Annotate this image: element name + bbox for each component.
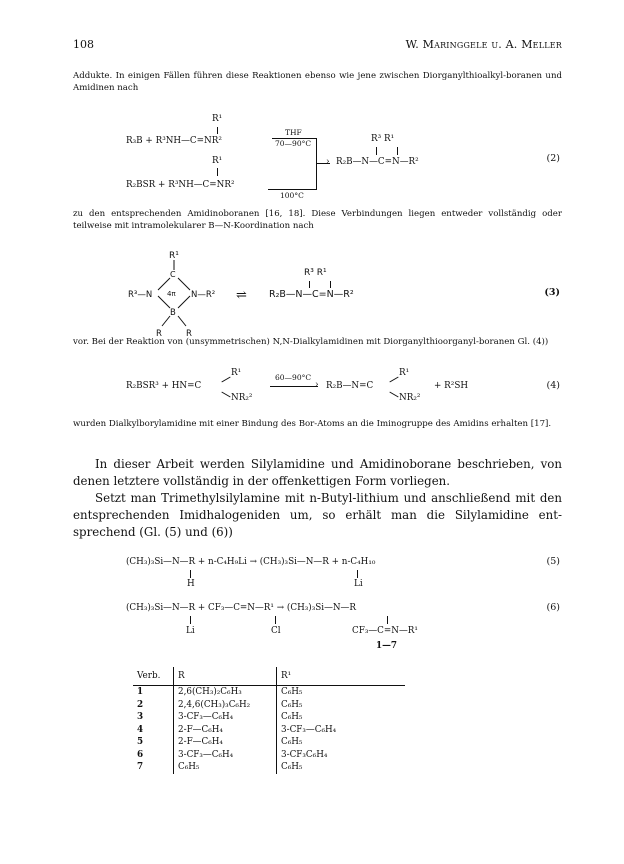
- table-cell-r1: C₆H₅: [281, 762, 303, 773]
- eq3-number: (3): [544, 287, 560, 298]
- eq6-line: (CH₃)₃Si—N—R + CF₃—C=N—R¹ → (CH₃)₃Si—N—R: [126, 603, 356, 613]
- eq6-bond-li: [190, 616, 191, 624]
- eq4-left-bond-up: [221, 377, 230, 383]
- eq4-right-r1: R¹: [399, 368, 410, 378]
- table-row: [133, 724, 405, 737]
- ring-nr2: N—R²: [191, 290, 216, 300]
- eq4-right-bond-down: [389, 392, 398, 398]
- ring-4pi: 4π: [167, 290, 176, 298]
- eq4-left-r1: R¹: [231, 368, 242, 378]
- eq4-arrow-head: ›: [315, 380, 319, 390]
- table-cell-r1: C₆H₅: [281, 687, 303, 698]
- eq4-cond: 60—90°C: [275, 373, 312, 382]
- ring-r-right: R: [186, 329, 192, 339]
- table-cell-verb: 2: [133, 699, 174, 712]
- eq4-left: R₂BSR³ + HN=C: [126, 381, 202, 391]
- table-cell-r: 3-CF₃—C₆H₄: [174, 711, 277, 724]
- table-row: [133, 699, 405, 712]
- table-row: [133, 686, 405, 699]
- equation-3-ring-structure: [128, 248, 278, 339]
- eq2-arrow-head: ›: [326, 157, 330, 167]
- eq2-cond-thf: THF: [285, 128, 302, 137]
- eq4-right: R₂B—N=C: [326, 381, 374, 391]
- eq2-bond-top: [217, 127, 218, 134]
- eq2-arrow-bottom: [268, 189, 316, 190]
- table-cell-verb: 7: [133, 761, 174, 774]
- eq2-number: (2): [546, 153, 560, 164]
- ring-bond-b-r-left: [162, 316, 170, 326]
- ring-c: C: [170, 270, 176, 279]
- paragraph-reaction-4: vor. Bei der Reaktion von (unsymmetrischen) N,N-Dialkylamidinen mit Diorganylthioorganyl-boranen Gl. (4)): [73, 337, 549, 347]
- eq3-open-substituents: R³ R¹: [304, 268, 327, 278]
- table-cell-r: 2,6(CH₃)₂C₆H₃: [174, 686, 277, 699]
- ring-r3n: R³—N: [128, 290, 153, 300]
- eq2-bond-c: [397, 147, 398, 155]
- eq6-li: Li: [186, 626, 195, 636]
- table-cell-r1: C₆H₅: [281, 699, 303, 710]
- ring-bond-c-n3: [158, 278, 170, 290]
- table-row: [133, 761, 405, 774]
- table-cell-verb: 6: [133, 749, 174, 762]
- eq6-bond-cl: [275, 616, 276, 624]
- table-cell-r: 3-CF₃—C₆H₄: [174, 749, 277, 762]
- eq4-left-nr2: NR₂²: [231, 393, 253, 403]
- ring-b: B: [170, 308, 176, 318]
- paragraph-dialkylboryl: wurden Dialkylborylamidine mit einer Bindung des Bor-Atoms an die Iminogruppe des Amidins erhalten [17].: [73, 419, 552, 429]
- table-cell-r1: 3-CF₃C₆H₄: [281, 749, 328, 760]
- table-cell-verb: 3: [133, 711, 174, 724]
- eq2-r1-top: R¹: [212, 114, 223, 124]
- eq2-reactant-1: R₃B + R³NH—C=NR²: [126, 136, 222, 146]
- eq4-left-bond-down: [221, 392, 230, 398]
- body-paragraph-1: In dieser Arbeit werden Silylamidine und Amidinoborane beschrieben, von denen letztere vollständig in der offenkettigen Form vorliegen.: [73, 457, 562, 488]
- eq2-bond-n: [376, 147, 377, 155]
- compound-table: [133, 667, 405, 774]
- eq6-cl: Cl: [271, 626, 281, 636]
- table-header-verb: Verb.: [133, 667, 174, 686]
- eq6-bond-product: [387, 616, 388, 624]
- eq2-cond-temp1: 70—90°C: [275, 139, 312, 148]
- eq2-product: R₂B—N—C=N—R²: [336, 157, 419, 167]
- table-cell-verb: 4: [133, 724, 174, 737]
- table-cell-r: 2,4,6(CH₃)₃C₆H₂: [174, 699, 277, 712]
- eq5-bond-h: [190, 570, 191, 578]
- eq4-byproduct: + R²SH: [434, 381, 469, 391]
- eq5-h: H: [187, 579, 195, 589]
- eq2-arrow-join: [316, 138, 317, 190]
- table-row: [133, 711, 405, 724]
- page-number: 108: [73, 38, 94, 51]
- body-text: [73, 456, 562, 541]
- eq4-right-bond-up: [389, 377, 398, 383]
- ring-r-left: R: [156, 329, 162, 339]
- eq4-number: (4): [546, 380, 560, 391]
- eq4-arrow: [270, 386, 318, 387]
- table-cell-r: 2-F—C₆H₄: [174, 736, 277, 749]
- ring-bond-n2-b: [178, 296, 190, 308]
- eq2-cond-temp2: 100°C: [280, 191, 304, 200]
- eq5-number: (5): [546, 556, 560, 567]
- table-cell-r1: C₆H₅: [281, 737, 303, 748]
- table-header-r1: R¹: [277, 667, 406, 686]
- eq6-number: (6): [546, 602, 560, 613]
- eq2-bond-bottom: [217, 168, 218, 176]
- table-cell-verb: 1: [133, 686, 174, 699]
- eq6-compounds: 1—7: [376, 641, 398, 651]
- table-row: [133, 749, 405, 762]
- paragraph-intro: Addukte. In einigen Fällen führen diese Reaktionen ebenso wie jene zwischen Diorganylthioalkyl-boranen und Amidinen nach: [73, 71, 562, 93]
- eq2-arrow-top: [272, 138, 316, 139]
- eq3-open-chain: R₂B—N—C=N—R²: [269, 289, 354, 300]
- running-head-authors: W. Maringgele u. A. Meller: [405, 38, 562, 51]
- table-row: [133, 736, 405, 749]
- eq2-r1-bottom: R¹: [212, 156, 223, 166]
- eq6-product-lower: CF₃—C=N—R¹: [352, 626, 418, 636]
- table-cell-r: C₆H₅: [174, 761, 277, 774]
- eq3-bond-c: [330, 281, 331, 288]
- eq3-equilibrium-arrow: ⇌: [236, 288, 247, 303]
- eq5-line: (CH₃)₃Si—N—R + n-C₄H₉Li → (CH₃)₃Si—N—R + n-C₄H₁₀: [126, 557, 376, 567]
- eq5-li: Li: [354, 579, 363, 589]
- eq5-bond-li: [357, 570, 358, 578]
- ring-bond-b-r-right: [178, 316, 186, 326]
- table-cell-r1: 3-CF₃—C₆H₄: [281, 724, 337, 735]
- eq3-bond-n: [309, 281, 310, 288]
- eq4-right-nr2: NR₂²: [399, 393, 421, 403]
- eq2-reactant-2: R₂BSR + R³NH—C=NR²: [126, 180, 235, 190]
- table-cell-verb: 5: [133, 736, 174, 749]
- ring-r1: R¹: [169, 251, 179, 261]
- paragraph-amidinoboranes: zu den entsprechenden Amidinoboranen [16, 18]. Diese Verbindungen liegen entweder vollständig oder teilweise mit intramolekularer B—N-Koordination nach: [73, 209, 562, 231]
- ring-bond-c-n2: [178, 278, 190, 290]
- table-cell-r1: C₆H₅: [281, 712, 303, 723]
- table-header-row: [133, 667, 405, 686]
- body-paragraph-2: Setzt man Trimethylsilylamine mit n-Butyl-lithium und anschließend mit den entsprechenden Imidhalogeniden um, so erhält man die Silylamidine ent-sprechend (Gl. (5) und (6)): [73, 491, 562, 539]
- table-cell-r: 2-F—C₆H₄: [174, 724, 277, 737]
- eq2-product-substituents: R³ R¹: [371, 134, 395, 144]
- table-header-r: R: [174, 667, 277, 686]
